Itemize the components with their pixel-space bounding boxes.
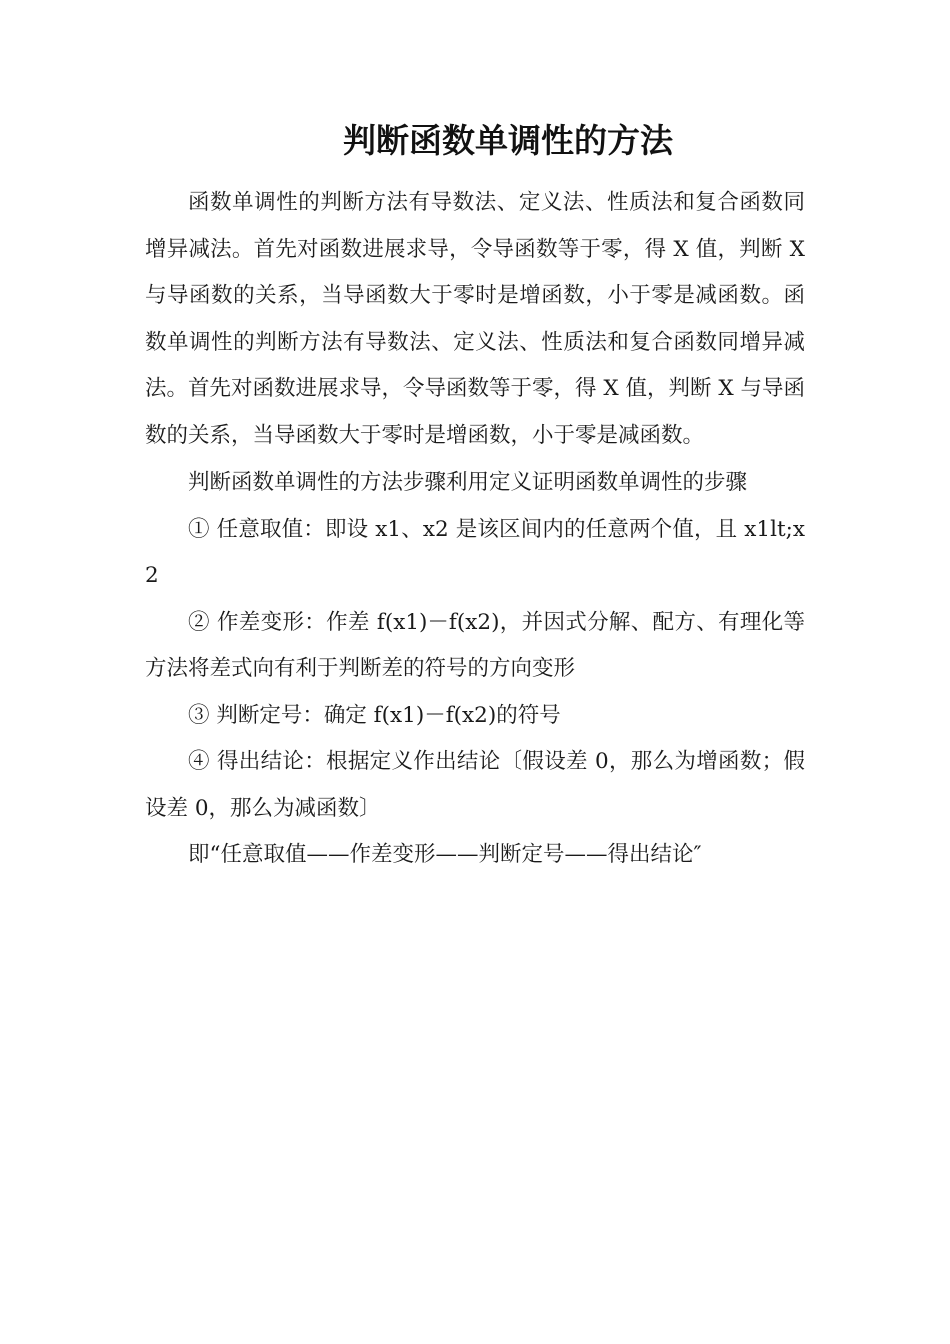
document-body: [145, 180, 805, 879]
step-2-paragraph: ② 作差变形：作差 f(x1)－f(x2)，并因式分解、配方、有理化等方法将差式向有利于判断差的符号的方向变形: [145, 609, 805, 681]
summary-paragraph: 即“任意取值——作差变形——判断定号——得出结论″: [188, 842, 702, 867]
document-title: 判断函数单调性的方法: [343, 121, 673, 160]
intro-paragraph: 函数单调性的判断方法有导数法、定义法、性质法和复合函数同增异减法。首先对函数进展求导，令导函数等于零，得 X 值，判断 X 与导函数的关系，当导函数大于零时是增函数，小于零是减函数。函数单调性的判断方法有导数法、定义法、性质法和复合函数同增异减法。首先对函数进展求导，令导函数等于零，得 X 值，判断 X 与导函数的关系，当导函数大于零时是增函数，小于零是减函数。: [145, 190, 805, 448]
step-1-paragraph: ① 任意取值：即设 x1、x2 是该区间内的任意两个值，且 x1lt;x2: [145, 516, 805, 588]
step-3-paragraph: ③ 判断定号：确定 f(x1)－f(x2)的符号: [188, 702, 561, 728]
steps-heading-paragraph: 判断函数单调性的方法步骤利用定义证明函数单调性的步骤: [188, 470, 748, 495]
step-4-paragraph: ④ 得出结论：根据定义作出结论〔假设差 0，那么为增函数；假设差 0，那么为减函数〕: [145, 749, 805, 821]
